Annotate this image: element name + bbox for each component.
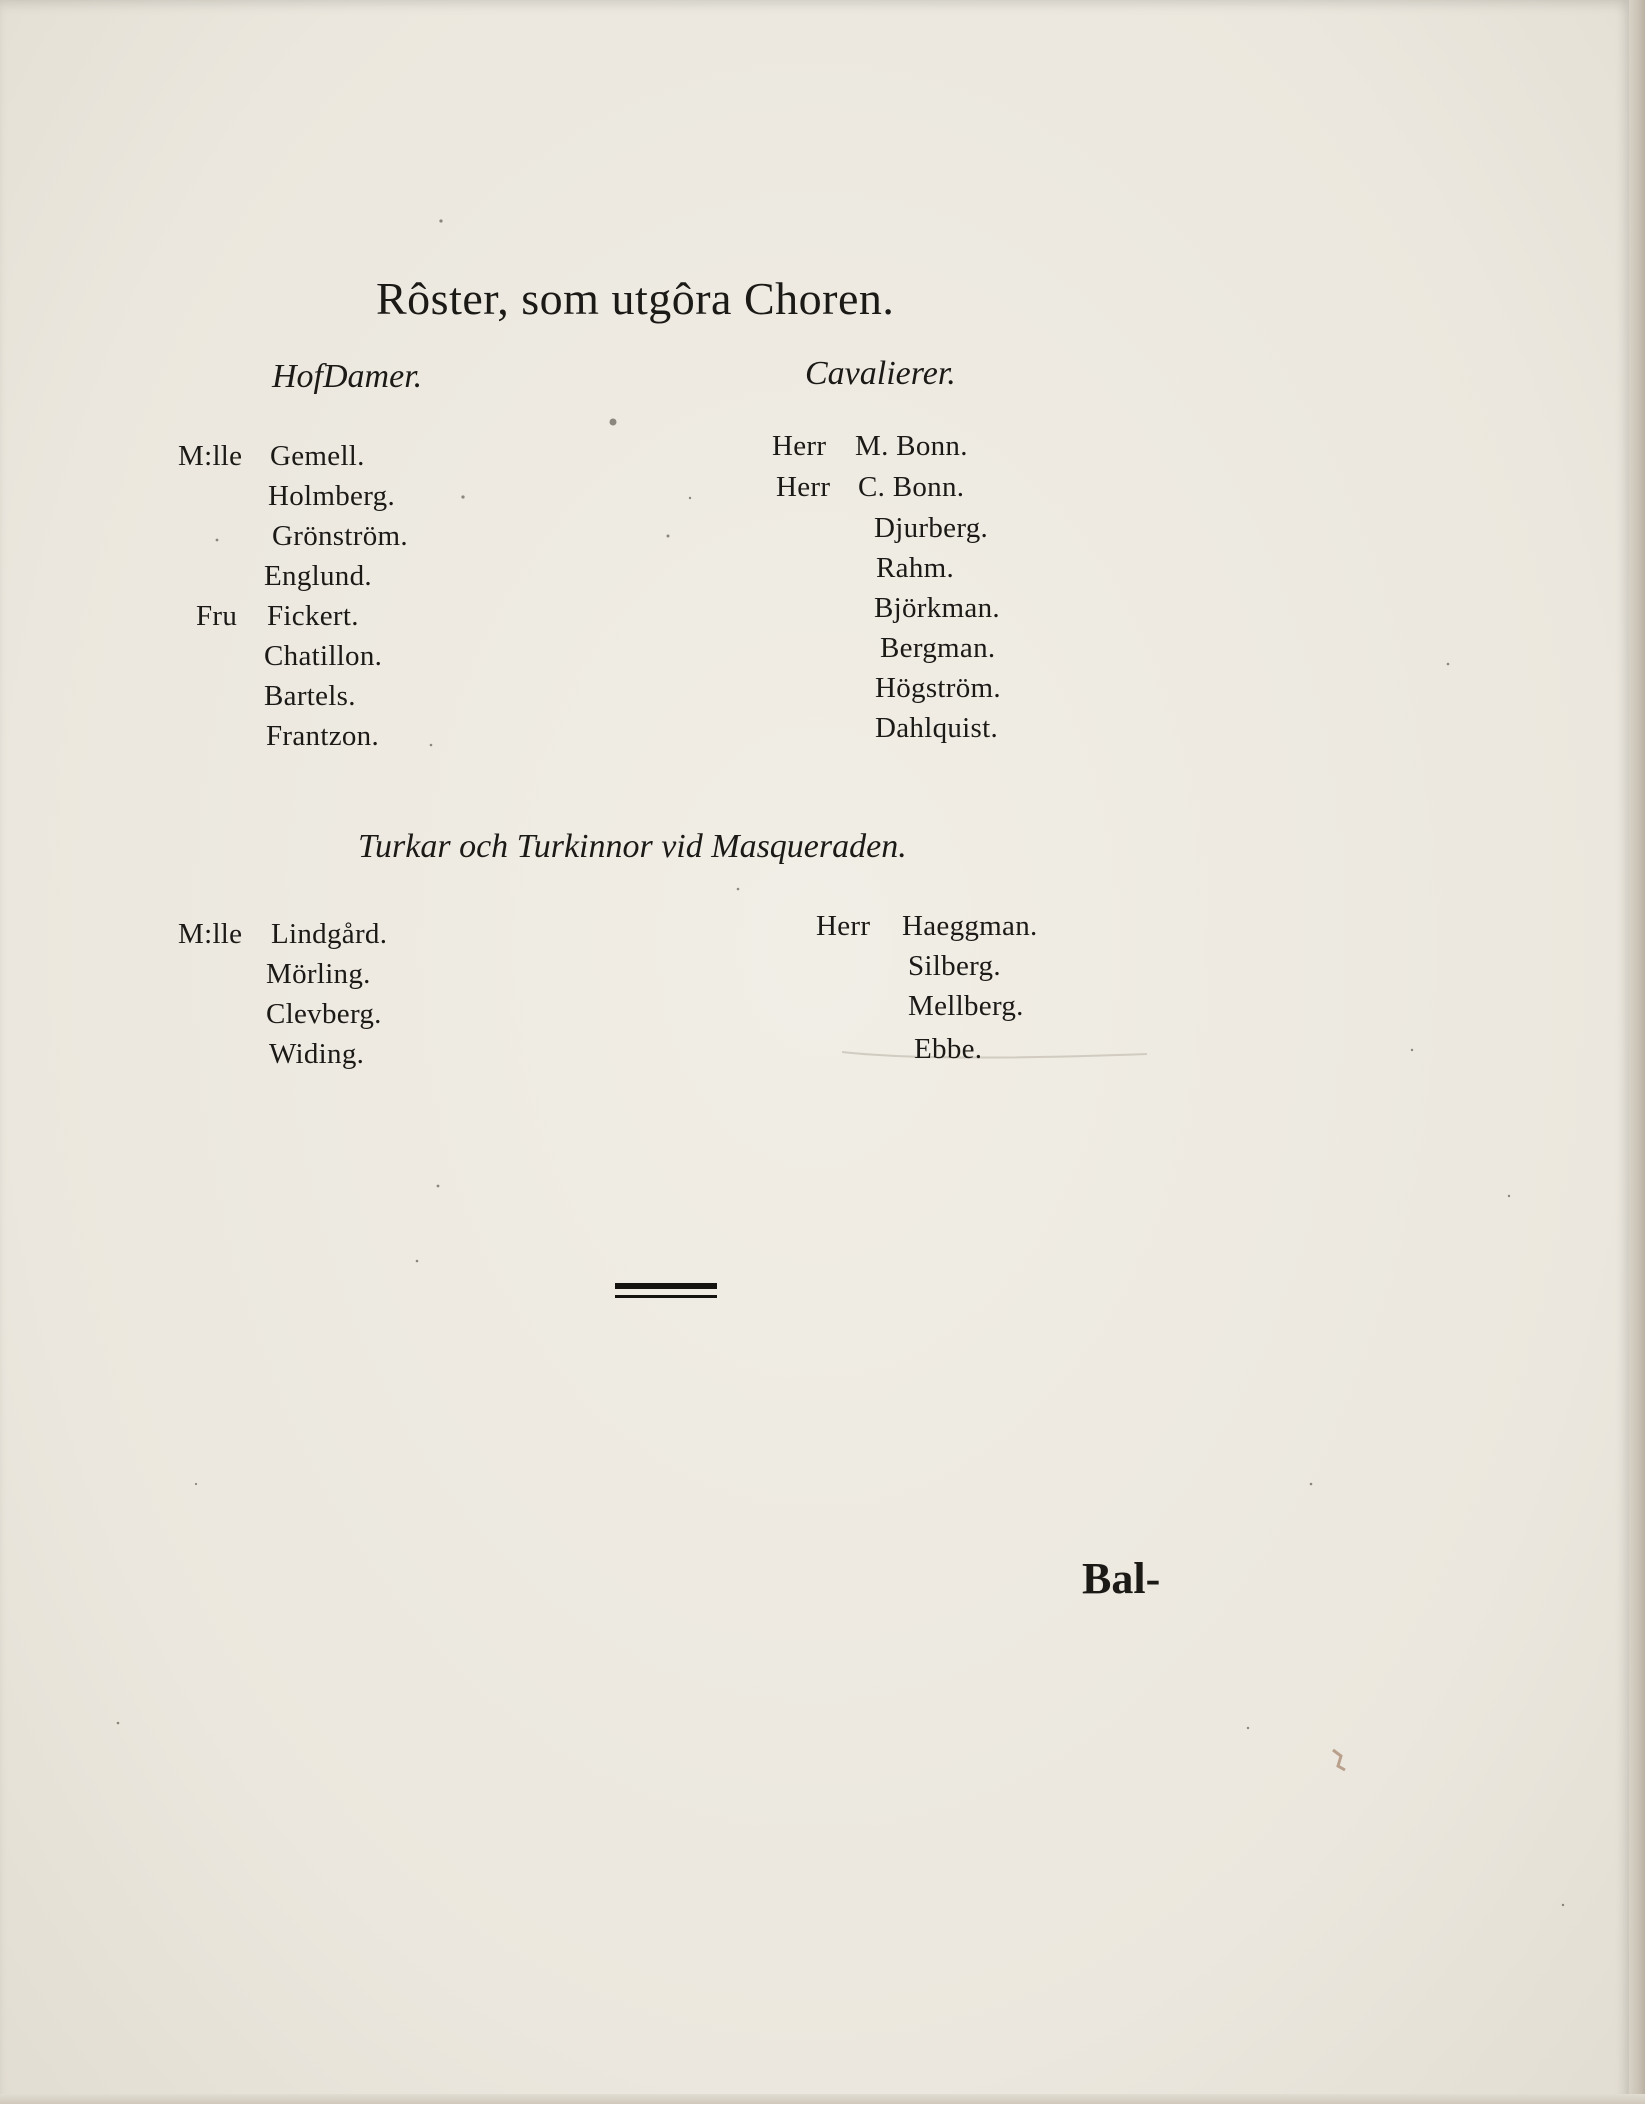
entry-prefix: Herr [816,910,871,942]
chorus-name: Bergman. [880,632,996,664]
chorus-name: Djurberg. [874,512,989,544]
entry-prefix: M:lle [178,440,243,472]
chorus-name: Björkman. [874,592,1000,624]
section-rule [615,1295,717,1298]
masquerade-name: Widing. [269,1038,365,1070]
chorus-name: Rahm. [876,552,955,584]
entry-prefix: Herr [772,430,827,462]
entry-prefix: Herr [776,471,831,503]
chorus-name: C. Bonn. [858,471,965,503]
masquerade-name: Mörling. [266,958,371,990]
section-rule [615,1283,717,1289]
chorus-name: Holmberg. [268,480,396,512]
chorus-name: Englund. [264,560,372,592]
chorus-name: M. Bonn. [855,430,968,462]
heading-hofdamer: HofDamer. [272,358,423,395]
chorus-name: Högström. [875,672,1001,704]
masquerade-name: Haeggman. [902,910,1038,942]
chorus-name: Frantzon. [266,720,380,752]
heading-turkar: Turkar och Turkinnor vid Masqueraden. [358,828,907,865]
chorus-name: Grönström. [272,520,408,552]
chorus-name: Chatillon. [264,640,383,672]
entry-prefix: Fru [196,600,238,632]
chorus-name: Bartels. [264,680,356,712]
entry-prefix: M:lle [178,918,243,950]
masquerade-name: Silberg. [908,950,1001,982]
chorus-name: Dahlquist. [875,712,999,744]
chorus-name: Gemell. [270,440,365,472]
masquerade-name: Lindgård. [271,918,388,950]
masquerade-name: Ebbe. [914,1033,983,1065]
masquerade-name: Clevberg. [266,998,382,1030]
heading-cavalierer: Cavalierer. [805,355,956,392]
masquerade-name: Mellberg. [908,990,1024,1022]
page-title: Rôster, som utgôra Choren. [376,273,895,324]
catchword: Bal- [1082,1554,1161,1603]
chorus-name: Fickert. [267,600,359,632]
